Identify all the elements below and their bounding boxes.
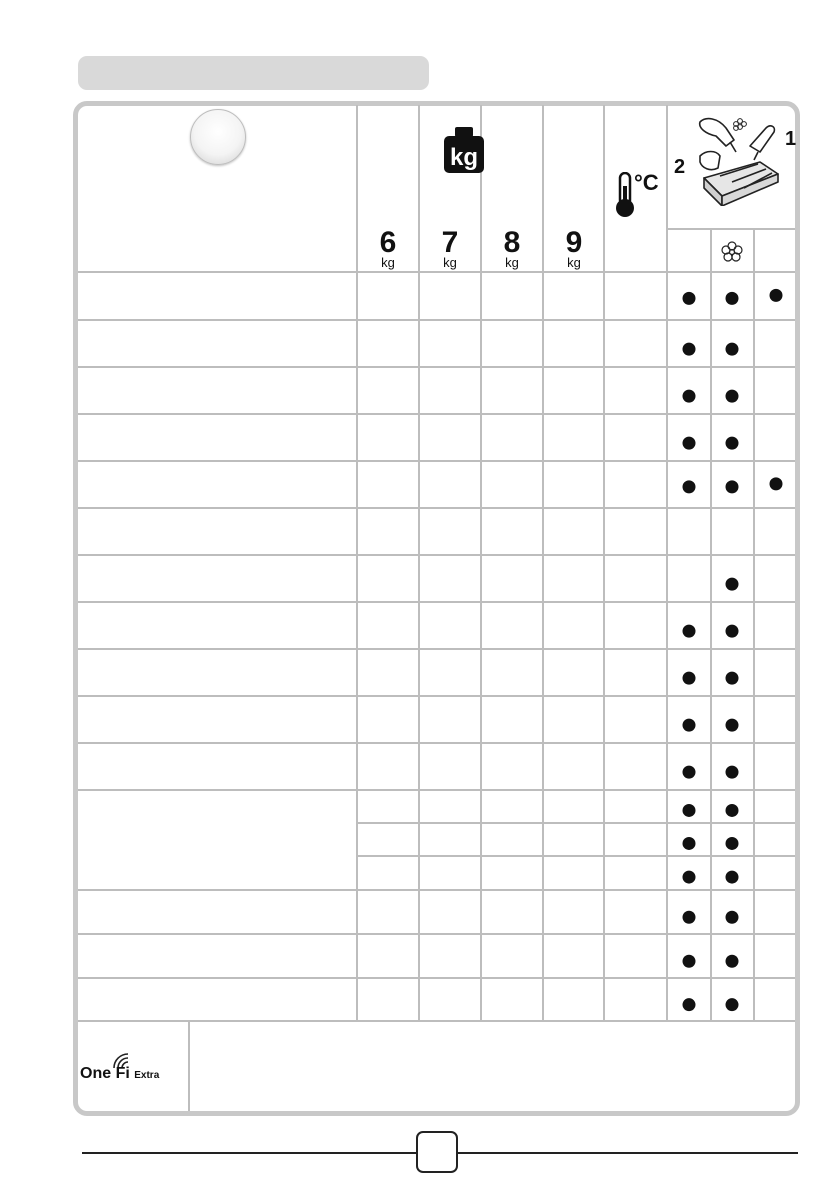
dispenser-dot (726, 672, 739, 685)
dispenser-dot (683, 998, 696, 1011)
capacity-value: 9 (565, 226, 583, 259)
dispenser-dot (726, 578, 739, 591)
one-fi-extra-logo (80, 1065, 159, 1083)
dispenser-dot (726, 911, 739, 924)
dispenser-dot (726, 837, 739, 850)
dispenser-dot (683, 837, 696, 850)
dispenser-dot (726, 955, 739, 968)
capacity-unit: kg (443, 255, 457, 270)
dispenser-dot (726, 625, 739, 638)
dispenser-dot (770, 289, 783, 302)
dispenser-dot (683, 911, 696, 924)
dispenser-dot (683, 343, 696, 356)
dispenser-dot (726, 766, 739, 779)
capacity-unit: kg (505, 255, 519, 270)
brand-main: One Fi (80, 1065, 130, 1082)
capacity-value: 6 (379, 226, 397, 259)
dispenser-dot (683, 625, 696, 638)
capacity-unit: kg (381, 255, 395, 270)
detergent-drawer-icon (696, 116, 780, 206)
dispenser-dot (683, 437, 696, 450)
thermometer-icon (614, 172, 636, 218)
dispenser-dot (726, 437, 739, 450)
dispenser-dot (683, 719, 696, 732)
compartment-1-label: 1 (785, 128, 797, 150)
compartment-2-label: 2 (674, 156, 686, 178)
capacity-9kg (543, 226, 605, 270)
dispenser-dot (770, 477, 783, 490)
dispenser-dot (726, 343, 739, 356)
capacity-8kg (481, 226, 543, 270)
capacity-value: 8 (503, 226, 521, 259)
dispenser-dot (683, 871, 696, 884)
dispenser-dot (683, 672, 696, 685)
capacity-unit: kg (567, 255, 581, 270)
dispenser-dot (683, 480, 696, 493)
kg-weight-icon (444, 127, 484, 173)
footer-rule-left (82, 1152, 416, 1154)
dispenser-dot (726, 390, 739, 403)
dispenser-dot (683, 955, 696, 968)
dispenser-dot (726, 480, 739, 493)
flower-softener-icon (721, 241, 743, 263)
dispenser-dot (726, 719, 739, 732)
dispenser-dot (683, 804, 696, 817)
capacity-7kg (419, 226, 481, 270)
dispenser-dot (683, 292, 696, 305)
dispenser-dot (683, 390, 696, 403)
dispenser-dot (726, 998, 739, 1011)
temperature-unit: °C (634, 170, 659, 195)
kg-weight-label: kg (449, 144, 479, 171)
dispenser-dot (726, 292, 739, 305)
brand-sub: Extra (134, 1070, 160, 1081)
page-number-box (416, 1131, 458, 1173)
program-dial-icon (190, 109, 246, 165)
dispenser-dot (726, 804, 739, 817)
capacity-6kg (357, 226, 419, 270)
dispenser-dot (683, 766, 696, 779)
capacity-value: 7 (441, 226, 459, 259)
dispenser-dot (726, 871, 739, 884)
footer-rule-right (458, 1152, 798, 1154)
